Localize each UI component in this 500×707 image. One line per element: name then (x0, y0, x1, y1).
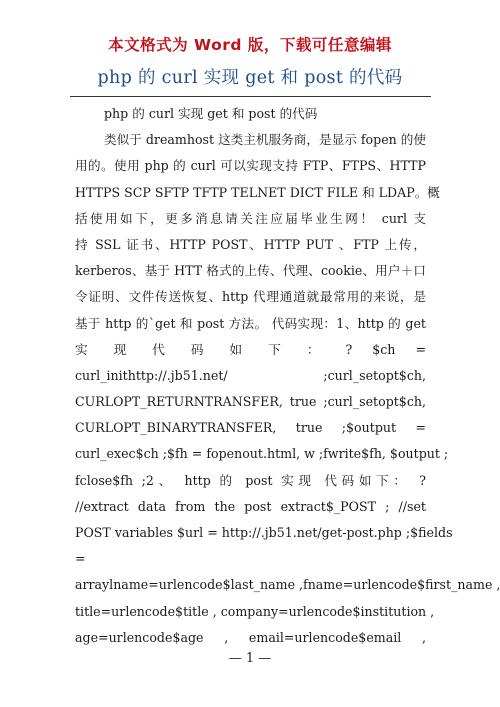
body-line: curl_exec$ch ;$fh = fopenout.html, w ;fwrite$fh, $output ; (75, 446, 449, 462)
document-body (75, 101, 500, 651)
body-line: //extract data from the post extract$_POST ; //set (75, 498, 426, 514)
body-line: 类似于 dreamhost 这类主机服务商，是显示 fopen 的使 (104, 132, 426, 148)
download-banner: 本文格式为 Word 版，下载可任意编辑 (108, 36, 392, 54)
title-divider (70, 96, 431, 97)
page-number: — 1 — (228, 651, 272, 666)
body-line: 持 SSL 证书、HTTP POST、HTTP PUT 、FTP 上传， (75, 236, 426, 252)
body-line: 用的。使用 php 的 curl 可以实现支持 FTP、FTPS、HTTP (75, 158, 426, 174)
body-line: title=urlencode$title , company=urlencode$institution , (75, 603, 435, 619)
body-line: fclose$fh ;2、 http 的 post 实现 代码如下： ? (75, 472, 426, 488)
body-line: arraylname=urlencode$last_name ,fname=urlencode$first_name , (75, 577, 500, 593)
body-line: kerberos、基于 HTT 格式的上传、代理、cookie、用户＋口 (75, 263, 426, 279)
body-line: CURLOPT_BINARYTRANSFER, true ;$output = (75, 420, 426, 436)
body-line: POST variables $url = http://.jb51.net/get-post.php ;$fields (75, 525, 453, 540)
body-line: 令证明、文件传送恢复、http 代理通道就最常用的来说，是 (75, 289, 426, 305)
body-line: php 的 curl 实现 get 和 post 的代码 (104, 106, 318, 121)
document-title: php 的 curl 实现 get 和 post 的代码 (97, 68, 403, 88)
body-line: age=urlencode$age , email=urlencode$email , (75, 629, 426, 645)
body-line: 实 现 代 码 如 下 ： ? $ch = (75, 341, 426, 357)
body-line: CURLOPT_RETURNTRANSFER, true ;curl_setopt$ch, (75, 394, 426, 410)
body-line: 基于 http 的`get 和 post 方法。 代码实现：1、http 的 get (75, 315, 426, 331)
body-line: curl_inithttp://.jb51.net/ ;curl_setopt$ch, (75, 367, 426, 383)
body-line: HTTPS SCP SFTP TFTP TELNET DICT FILE 和 LDAP。概 (75, 184, 440, 200)
body-line: 括使用如下，更多消息请关注应届毕业生网！ curl 支 (75, 210, 426, 226)
body-line: = (75, 551, 86, 567)
